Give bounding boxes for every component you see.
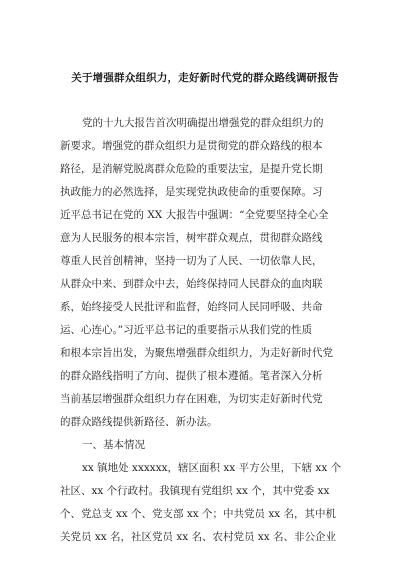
paragraph-line: 系，始终接受人民批评和监督，始终同人民同呼吸、共命 <box>60 301 323 313</box>
paragraph-line: 的群众路线提供新路径、新办法。 <box>60 416 218 428</box>
document-title: 关于增强群众组织力，走好新时代党的群众路线调研报告 <box>71 72 339 84</box>
section-heading: 一、基本情况 <box>82 439 145 451</box>
paragraph-line: 当前基层增强群众组织力存在困难，为切实走好新时代党 <box>60 393 323 405</box>
paragraph-line: 近平总书记在党的 XX 大报告中强调：“全党要坚持全心全 <box>60 209 329 221</box>
paragraph-line: xx 镇地处 xxxxxx，辖区面积 xx 平方公里，下辖 xx 个 <box>82 462 342 474</box>
document-body <box>60 112 356 549</box>
paragraph-line: 尊重人民首创精神，坚持一切为了人民、一切依靠人民， <box>60 255 323 267</box>
paragraph-line: 意为人民服务的根本宗旨，树牢群众观点，贯彻群众路线 <box>60 232 323 244</box>
paragraph-line: 的群众路线指明了方向、提供了根本遵循。笔者深入分析 <box>60 370 323 382</box>
paragraph-line: 党的十九大报告首次明确提出增强党的群众组织力的 <box>82 117 324 129</box>
paragraph-line: 路径，是消解党脱离群众危险的重要法宝，是提升党长期 <box>60 163 323 175</box>
paragraph-line: 运、心连心。”习近平总书记的重要指示从我们党的性质 <box>60 324 313 336</box>
paragraph-line: 社区、xx 个行政村。我镇现有党组织 xx 个，其中党委 xx <box>60 485 330 497</box>
paragraph-line: 从群众中来、到群众中去，始终保持同人民群众的血肉联 <box>60 278 323 290</box>
paragraph-line: 和根本宗旨出发，为聚焦增强群众组织力，为走好新时代党 <box>60 347 333 359</box>
paragraph-line: 关党员 xx 名，社区党员 xx 名、农村党员 xx 名、非公企业 <box>60 531 337 543</box>
paragraph-line: 个、党总支 xx 个、党支部 xx 个；中共党员 xx 名，其中机 <box>60 508 337 520</box>
paragraph-line: 新要求。增强党的群众组织力是贯彻党的群众路线的根本 <box>60 140 323 152</box>
paragraph-line: 执政能力的必然选择，是实现党执政使命的重要保障。习 <box>60 186 323 198</box>
